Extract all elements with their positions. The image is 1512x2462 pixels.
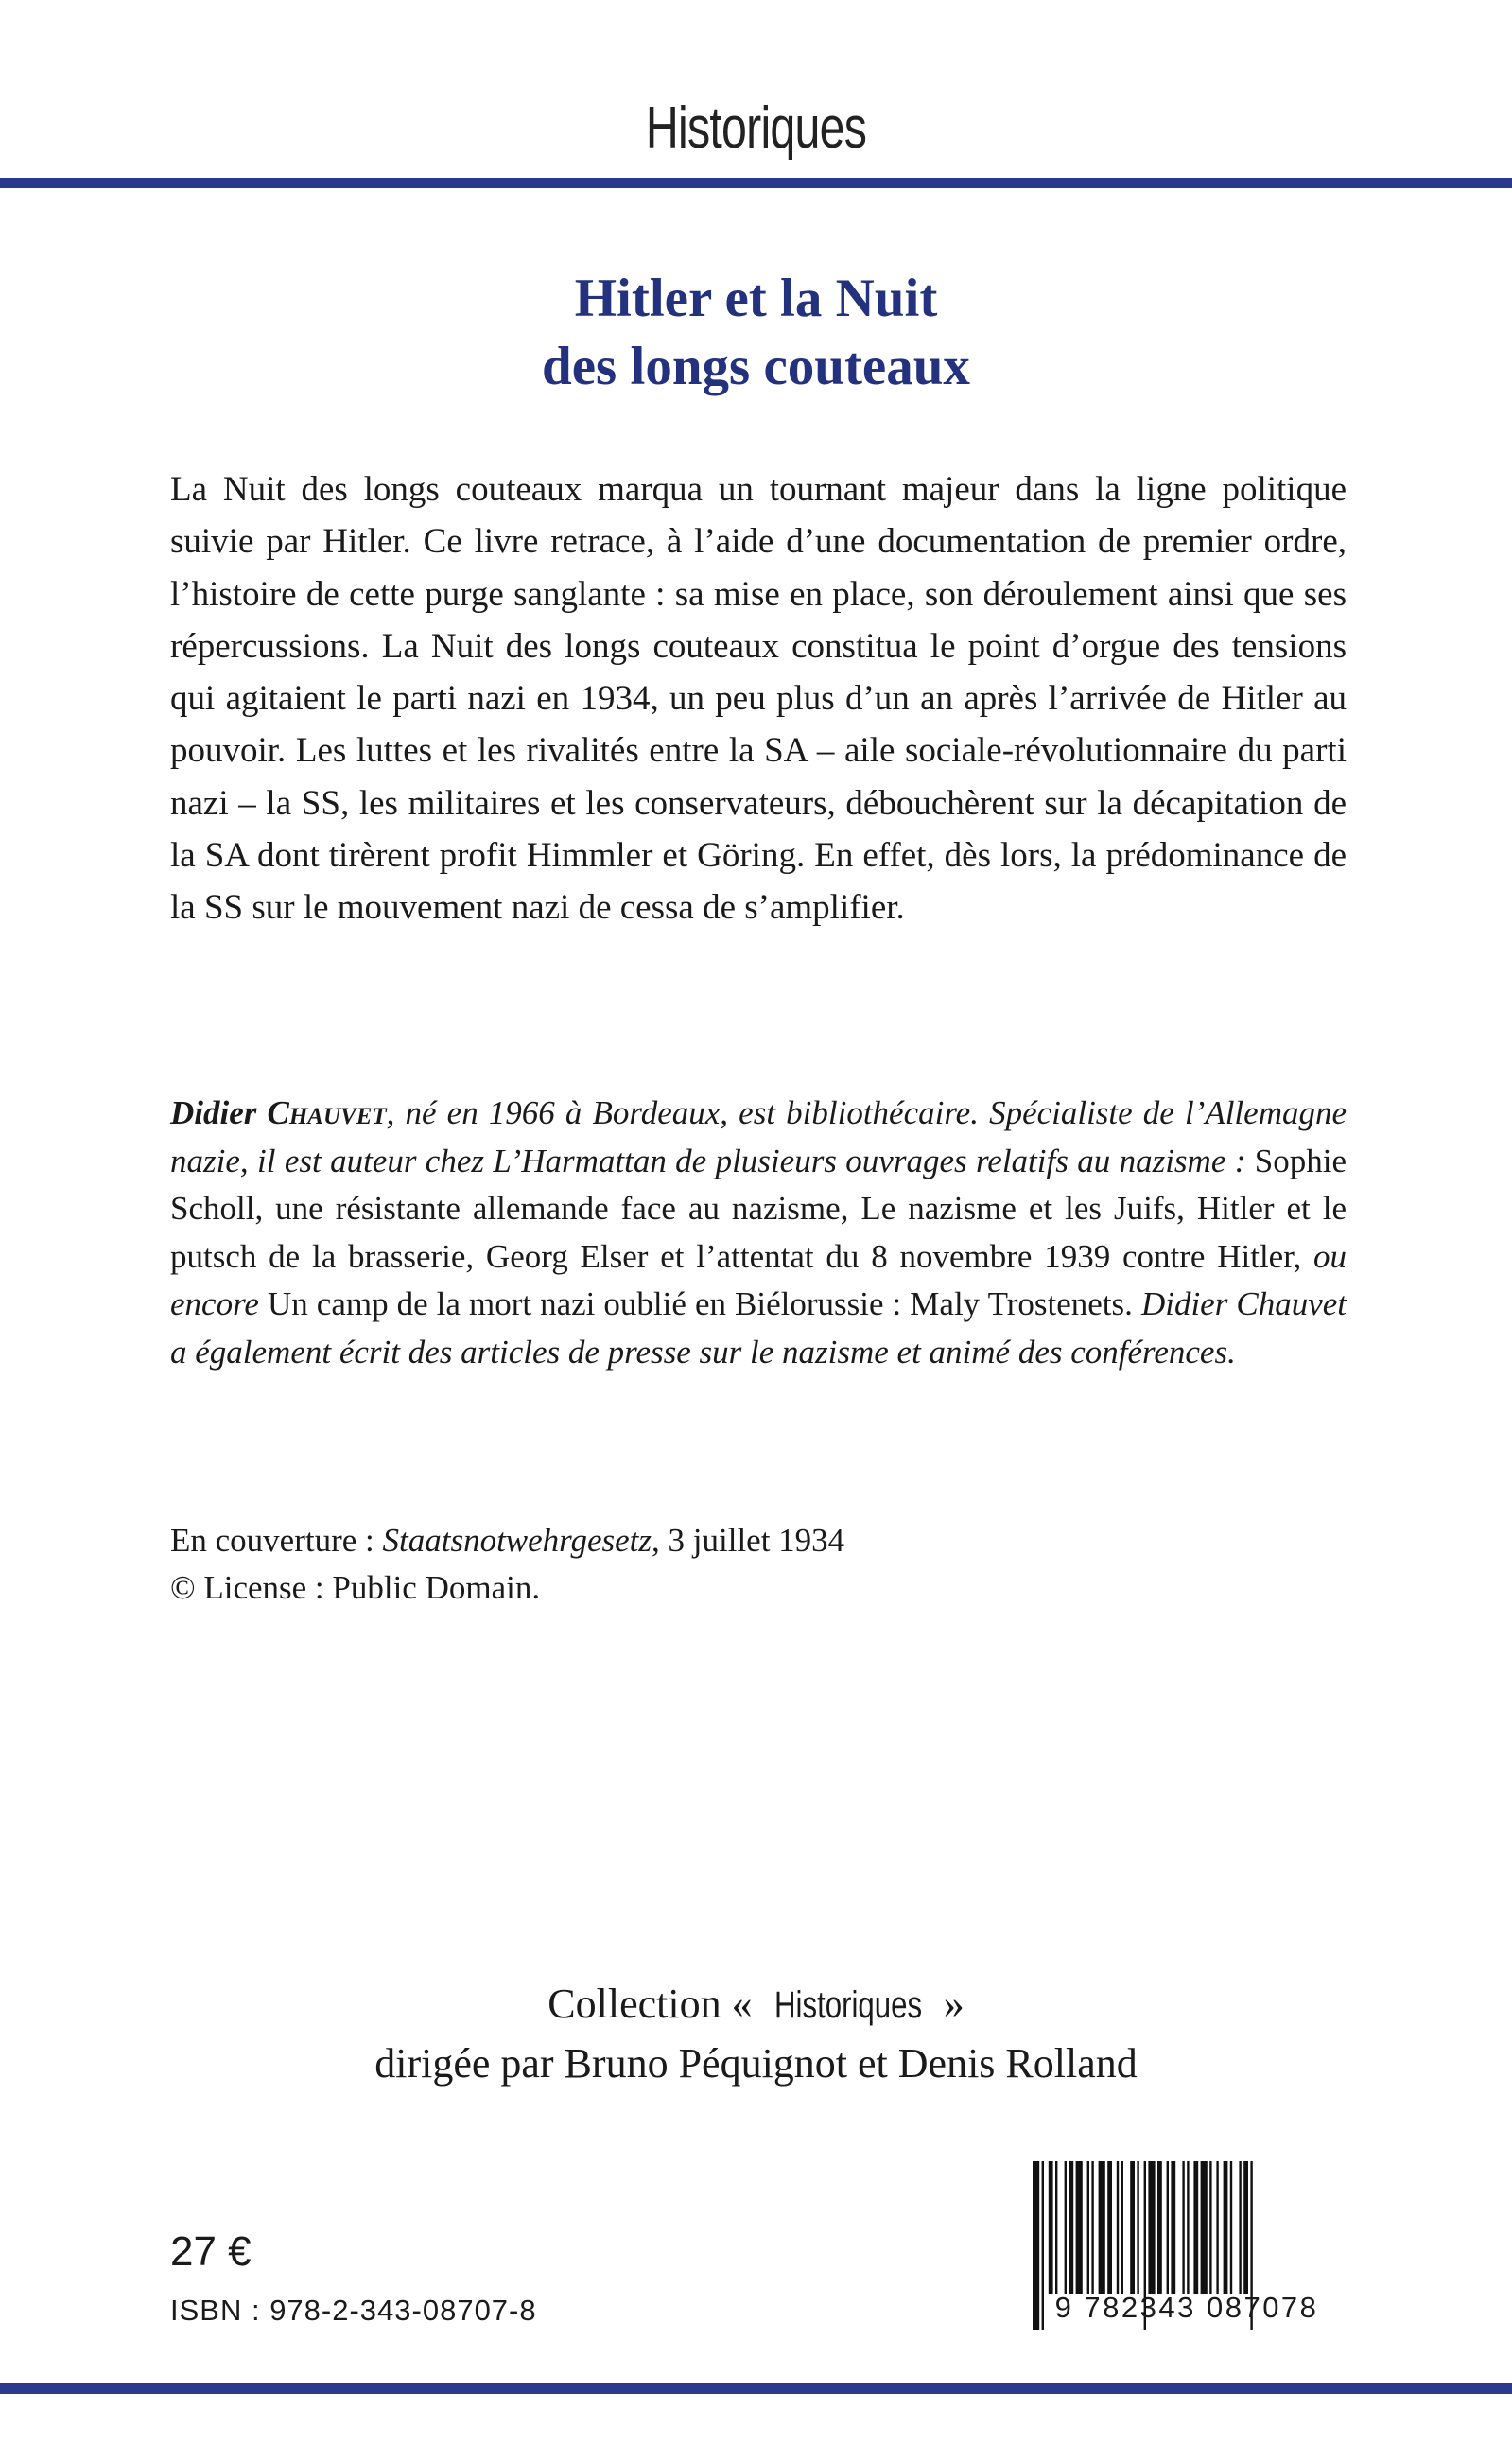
credit-license: © License : Public Domain. (170, 1569, 541, 1606)
author-bio (170, 1090, 1347, 1376)
bio-works: Sophie Scholl, une résistante allemande face au nazisme, Le nazisme et les Juifs, Hitler et le putsch de la brasserie, Georg Elser et l’attentat du 8 novembre 1939 contre Hitler, (170, 1142, 1347, 1275)
bio-last-work: Un camp de la mort nazi oublié en Biélorussie : Maly Trostenets. (267, 1285, 1133, 1322)
collection-prefix: Collection « (547, 1981, 763, 2027)
book-title (0, 265, 1512, 401)
bottom-rule (0, 2383, 1512, 2394)
credit-label: En couverture : (170, 1522, 383, 1559)
series-logo: Historiques (645, 96, 867, 161)
bio-connector: ou encore (170, 1237, 1347, 1322)
collection-suffix: » (932, 1981, 965, 2027)
author-first-name: Didier (170, 1094, 257, 1131)
blurb-paragraph: La Nuit des longs couteaux marqua un tournant majeur dans la ligne politique suivie par Hitler. Ce livre retrace, à l’aide d’une documentation de premier ordre, l’histoire de cette purge sanglante : sa mise en place, son déroulement ainsi que ses répercussions. La Nuit des longs couteaux constitua le point d’orgue des tensions qui agitaient le parti nazi en 1934, un peu plus d’un an après l’arrivée de Hitler au pouvoir. Les luttes et les rivalités entre la SA – aile sociale-révolutionnaire du parti nazi – la SS, les militaires et les conservateurs, débouchèrent sur la décapitation de la SA dont tirèrent profit Himmler et Göring. En effet, dès lors, la prédominance de la SS sur le mouvement nazi de cessa de s’amplifier. (170, 470, 1347, 928)
bio-intro: , né en 1966 à Bordeaux, est bibliothécaire. Spécialiste de l’Allemagne nazie, il est auteur chez L’Harmattan de plusieurs ouvrages relatifs au nazisme : (170, 1094, 1347, 1179)
author-surname: Chauvet (267, 1094, 387, 1131)
collection-series-logo: Historiques (773, 1984, 922, 2026)
barcode-digits: 9 782343 087078 (1054, 2291, 1319, 2324)
collection-directors: dirigée par Bruno Péquignot et Denis Rolland (374, 2040, 1138, 2087)
credit-source: Staatsnotwehrgesetz (382, 1522, 652, 1559)
collection-info (0, 1975, 1512, 2092)
title-line-1: Hitler et la Nuit (574, 269, 938, 328)
cover-credit (170, 1517, 1347, 1612)
title-line-2: des longs couteaux (542, 337, 970, 396)
credit-date: , 3 juillet 1934 (652, 1522, 845, 1559)
top-rule (0, 178, 1512, 188)
bio-outro: Didier Chauvet a également écrit des articles de presse sur le nazisme et animé des conférences. (170, 1285, 1347, 1371)
price: 27 € (170, 2228, 252, 2275)
isbn: ISBN : 978-2-343-08707-8 (170, 2294, 537, 2327)
